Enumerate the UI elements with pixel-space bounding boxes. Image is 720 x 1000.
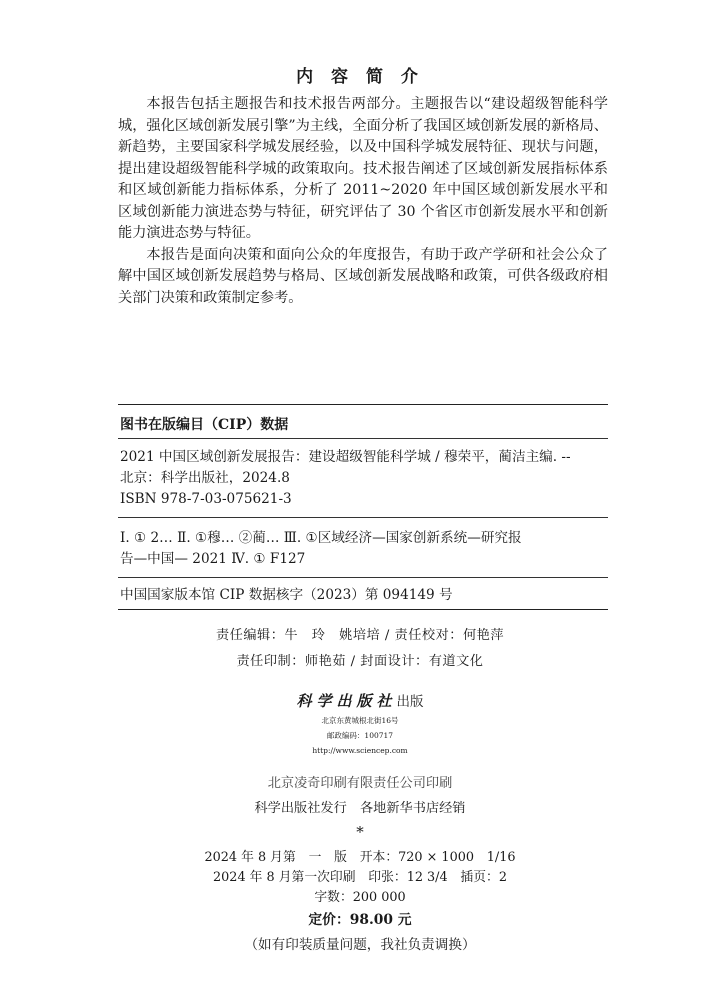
cip-bibliographic-entry bbox=[120, 447, 606, 510]
distribution-line: 科学出版社发行 各地新华书店经销 bbox=[254, 801, 466, 816]
price: 定价：98.00 元 bbox=[308, 912, 412, 928]
publisher-postcode: 邮政编码：100717 bbox=[326, 731, 394, 740]
cip-line-4: Ⅰ. ① 2… Ⅱ. ①穆… ②蔺… Ⅲ. ①区域经济—国家创新系统—研究报 bbox=[120, 530, 522, 546]
cip-line-5: 告—中国— 2021 Ⅳ. ① F127 bbox=[120, 551, 306, 567]
cip-heading: 图书在版编目（CIP）数据 bbox=[120, 417, 289, 433]
printer-line: 北京凌奇印刷有限责任公司印刷 bbox=[267, 776, 453, 791]
publisher-logo: 科学出版社 bbox=[296, 692, 397, 710]
publisher-address: 北京东黄城根北街16号 bbox=[321, 716, 399, 725]
cip-divider bbox=[118, 577, 608, 578]
separator-star: * bbox=[356, 823, 364, 841]
intro-paragraph-2: 本报告是面向决策和面向公众的年度报告，有助于政产学研和社会公众了解中国区域创新发展趋势与格局、区域创新发展战略和政策，可供各级政府相关部门决策和政策制定参考。 bbox=[118, 246, 608, 306]
publisher-line bbox=[0, 690, 720, 711]
cip-line-2: 北京：科学出版社，2024.8 bbox=[120, 470, 290, 486]
cip-isbn: ISBN 978-7-03-075621-3 bbox=[120, 491, 292, 507]
cip-record-number: 中国国家版本馆 CIP 数据核字（2023）第 094149 号 bbox=[120, 587, 453, 603]
cip-data-block bbox=[118, 404, 608, 610]
publisher-suffix: 出版 bbox=[396, 694, 424, 710]
quality-notice: （如有印装质量问题，我社负责调换） bbox=[244, 937, 476, 953]
credits-production: 责任印制：师艳茹 / 封面设计：有道文化 bbox=[236, 654, 484, 669]
edition-line: 2024 年 8 月第 一 版 开本：720 × 1000 1/16 bbox=[204, 850, 516, 865]
printing-line: 2024 年 8 月第一次印刷 印张：12 3/4 插页：2 bbox=[213, 870, 507, 885]
credits-editors: 责任编辑：牛 玲 姚培培 / 责任校对：何艳萍 bbox=[215, 628, 505, 643]
word-count: 字数：200 000 bbox=[314, 890, 406, 905]
cip-divider bbox=[118, 517, 608, 518]
cip-line-1: 2021 中国区域创新发展报告：建设超级智能科学城 / 穆荣平，蔺洁主编. -- bbox=[120, 449, 571, 465]
intro-paragraph-1: 本报告包括主题报告和技术报告两部分。主题报告以“建设超级智能科学城，强化区域创新发展引擎”为主线，全面分析了我国区域创新发展的新格局、新趋势，主要国家科学城发展经验，以及中国科学城发展特征、现状与问题，提出建设超级智能科学城的政策取向。技术报告阐述了区域创新发展指标体系和区域创新能力指标体系，分析了 2011~2020 年中国区域创新发展水平和区域创新能力演进态势与特征，研究评估了 30 个省区市创新发展水平和创新能力演进态势与特征。 bbox=[118, 96, 608, 241]
credits bbox=[0, 623, 720, 675]
page-title: 内 容 简 介 bbox=[296, 67, 424, 87]
publisher-url: http://www.sciencep.com bbox=[312, 746, 408, 755]
intro-section bbox=[118, 94, 608, 309]
cip-divider bbox=[118, 438, 608, 439]
cip-classification bbox=[120, 528, 606, 570]
